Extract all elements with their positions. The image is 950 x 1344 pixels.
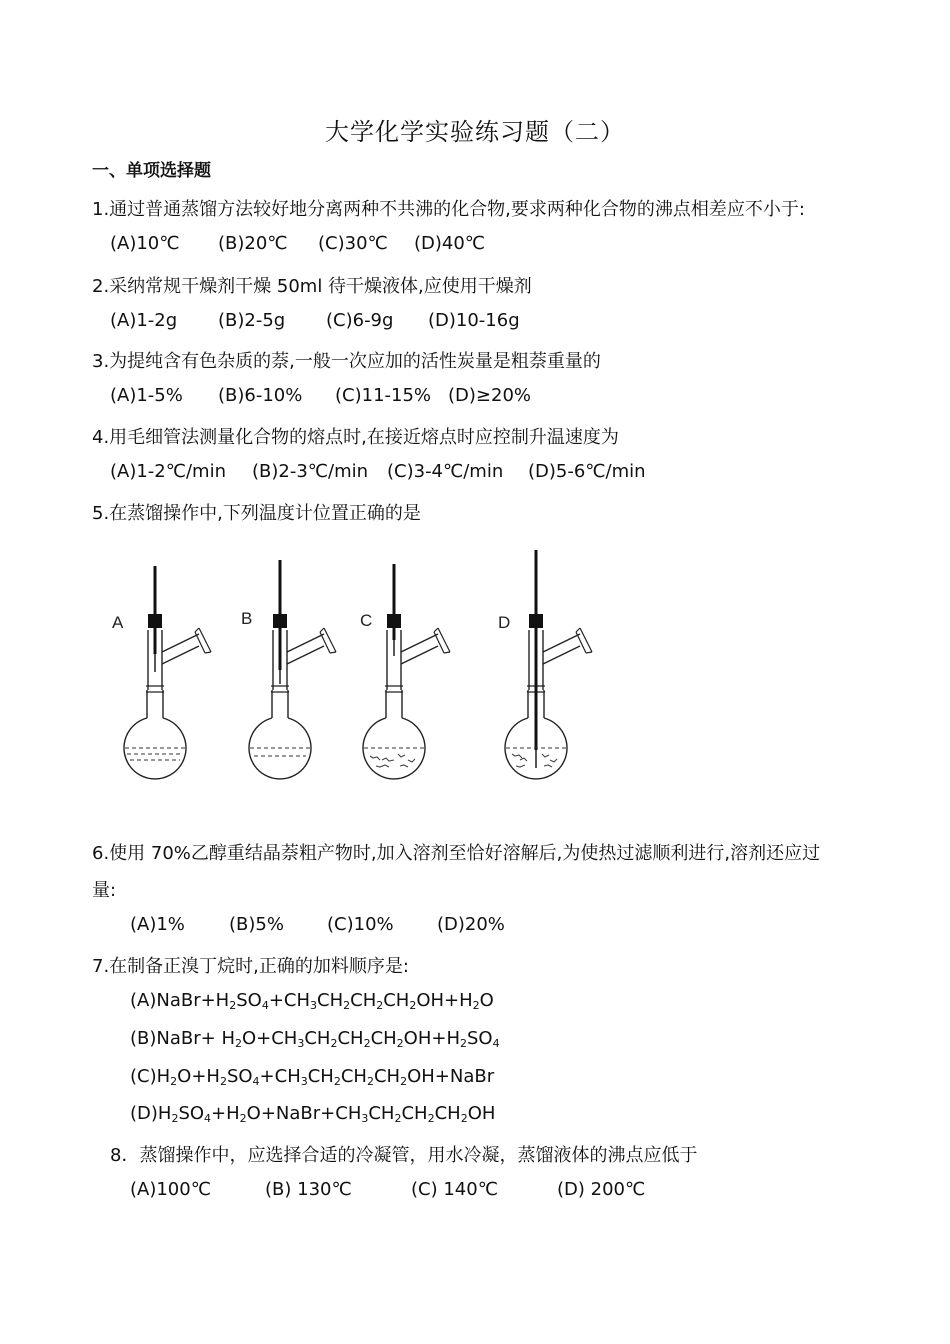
option-b: (B) 130℃	[265, 1179, 352, 1200]
question-1-options	[110, 233, 485, 254]
formula-subscript: 2	[376, 999, 384, 1012]
formula-subscript: 2	[363, 1037, 371, 1050]
apparatus-d	[505, 550, 592, 779]
formula-subscript: 2	[409, 999, 417, 1012]
formula-text: (A)NaBr+H	[130, 990, 230, 1011]
question-8: 8．蒸馏操作中，应选择合适的冷凝管，用水冷凝，蒸馏液体的沸点应低于	[110, 1145, 698, 1166]
formula-text: CH	[368, 1103, 395, 1124]
formula-text: SO	[467, 1028, 493, 1049]
formula-subscript: 2	[394, 1112, 402, 1125]
formula-subscript: 4	[261, 999, 269, 1012]
formula-subscript: 2	[333, 1075, 341, 1088]
question-6-line-2: 量:	[92, 880, 117, 901]
figure-label-c: C	[360, 611, 373, 630]
question-7-option-c	[130, 1066, 494, 1087]
formula-text: O+CH	[241, 1028, 298, 1049]
question-2: 2.采纳常规干燥剂干燥 50ml 待干燥液体,应使用干燥剂	[92, 276, 532, 297]
distillation-apparatus-figure	[100, 540, 620, 800]
formula-subscript: 3	[297, 1037, 305, 1050]
formula-text: SO	[178, 1103, 205, 1124]
formula-text: OH+NaBr	[407, 1066, 495, 1087]
formula-subscript: 3	[361, 1112, 369, 1125]
option-b: (B)20℃	[218, 233, 288, 254]
option-c: (C) 140℃	[411, 1179, 498, 1200]
option-a: (A)1-2g	[110, 310, 178, 331]
formula-text: CH	[340, 1066, 367, 1087]
formula-text: CH	[317, 990, 344, 1011]
question-7-option-b	[130, 1028, 500, 1049]
question-1: 1.通过普通蒸馏方法较好地分离两种不共沸的化合物,要求两种化合物的沸点相差应不小于:	[92, 199, 805, 220]
formula-subscript: 2	[366, 1075, 374, 1088]
formula-subscript: 2	[239, 1112, 247, 1125]
option-c: (C)11-15%	[335, 385, 432, 406]
question-7-option-a	[130, 990, 494, 1011]
option-d: (D)40℃	[414, 233, 486, 254]
question-4-options	[110, 461, 646, 482]
option-c: (C)10%	[327, 914, 394, 935]
formula-subscript: 4	[492, 1037, 500, 1050]
option-d: (D)5-6℃/min	[528, 461, 646, 482]
question-3-options	[110, 385, 531, 406]
formula-subscript: 2	[343, 999, 351, 1012]
formula-subscript: 2	[472, 999, 480, 1012]
formula-subscript: 2	[460, 1037, 467, 1050]
question-3: 3.为提纯含有色杂质的萘,一般一次应加的活性炭量是粗萘重量的	[92, 351, 601, 372]
formula-text: OH	[467, 1103, 496, 1124]
formula-subscript: 2	[171, 1112, 179, 1125]
question-8-options	[130, 1179, 645, 1200]
page-title: 大学化学实验练习题（二）	[325, 118, 625, 146]
figure-label-d: D	[498, 613, 511, 632]
formula-text: CH	[337, 1028, 364, 1049]
formula-subscript: 2	[427, 1112, 435, 1125]
formula-text: (D)H	[130, 1103, 172, 1124]
formula-text: (B)NaBr+ H	[130, 1028, 235, 1049]
formula-text: +CH	[259, 1066, 301, 1087]
question-5: 5.在蒸馏操作中,下列温度计位置正确的是	[92, 503, 421, 524]
option-b: (B)2-5g	[218, 310, 286, 331]
formula-subscript: 2	[219, 1075, 227, 1088]
formula-subscript: 3	[300, 1075, 308, 1088]
formula-text: CH	[307, 1066, 334, 1087]
formula-text: +H	[211, 1103, 240, 1124]
option-d: (D)20%	[437, 914, 505, 935]
question-2-options	[110, 310, 520, 331]
question-7: 7.在制备正溴丁烷时,正确的加料顺序是:	[92, 956, 409, 977]
formula-text: (C)H	[130, 1066, 171, 1087]
apparatus-a	[124, 566, 211, 779]
question-4: 4.用毛细管法测量化合物的熔点时,在接近熔点时应控制升温速度为	[92, 427, 619, 448]
formula-text: O+H	[177, 1066, 220, 1087]
apparatus-c	[363, 564, 450, 779]
option-a: (A)1-5%	[110, 385, 183, 406]
formula-text: OH+H	[403, 1028, 460, 1049]
option-d: (D) 200℃	[557, 1179, 646, 1200]
question-7-option-d	[130, 1103, 495, 1124]
formula-text: CH	[383, 990, 410, 1011]
option-b: (B)2-3℃/min	[252, 461, 369, 482]
formula-text: OH+H	[416, 990, 473, 1011]
formula-subscript: 4	[252, 1075, 260, 1088]
formula-text: CH	[370, 1028, 397, 1049]
formula-text: CH	[350, 990, 377, 1011]
formula-text: O+NaBr+CH	[246, 1103, 362, 1124]
formula-text: CH	[401, 1103, 428, 1124]
option-d: (D)≥20%	[448, 385, 531, 406]
formula-text: O	[479, 990, 494, 1011]
formula-subscript: 2	[330, 1037, 338, 1050]
section-heading: 一、单项选择题	[92, 161, 211, 181]
option-a: (A)1%	[130, 914, 185, 935]
formula-subscript: 2	[396, 1037, 404, 1050]
formula-text: CH	[373, 1066, 401, 1087]
option-a: (A)1-2℃/min	[110, 461, 226, 482]
formula-subscript: 2	[234, 1037, 242, 1050]
formula-text: +CH	[268, 990, 311, 1011]
question-6-line-1: 6.使用 70%乙醇重结晶萘粗产物时,加入溶剂至恰好溶解后,为使热过滤顺利进行,溶剂还应过	[92, 843, 821, 864]
apparatus-b	[249, 560, 336, 779]
formula-subscript: 4	[204, 1112, 212, 1125]
option-c: (C)30℃	[318, 233, 388, 254]
formula-text: SO	[236, 990, 262, 1011]
option-c: (C)3-4℃/min	[387, 461, 504, 482]
option-a: (A)100℃	[130, 1179, 211, 1200]
formula-text: CH	[434, 1103, 461, 1124]
formula-text: SO	[226, 1066, 253, 1087]
figure-label-a: A	[112, 613, 124, 632]
question-6-options	[130, 914, 505, 935]
formula-subscript: 2	[170, 1075, 178, 1088]
formula-subscript: 3	[310, 999, 318, 1012]
figure-label-b: B	[241, 609, 253, 628]
formula-text: CH	[304, 1028, 331, 1049]
option-c: (C)6-9g	[326, 310, 394, 331]
formula-subscript: 2	[400, 1075, 408, 1088]
option-b: (B)6-10%	[218, 385, 303, 406]
option-b: (B)5%	[229, 914, 284, 935]
formula-subscript: 2	[460, 1112, 468, 1125]
option-a: (A)10℃	[110, 233, 180, 254]
option-d: (D)10-16g	[428, 310, 520, 331]
formula-subscript: 2	[229, 999, 237, 1012]
